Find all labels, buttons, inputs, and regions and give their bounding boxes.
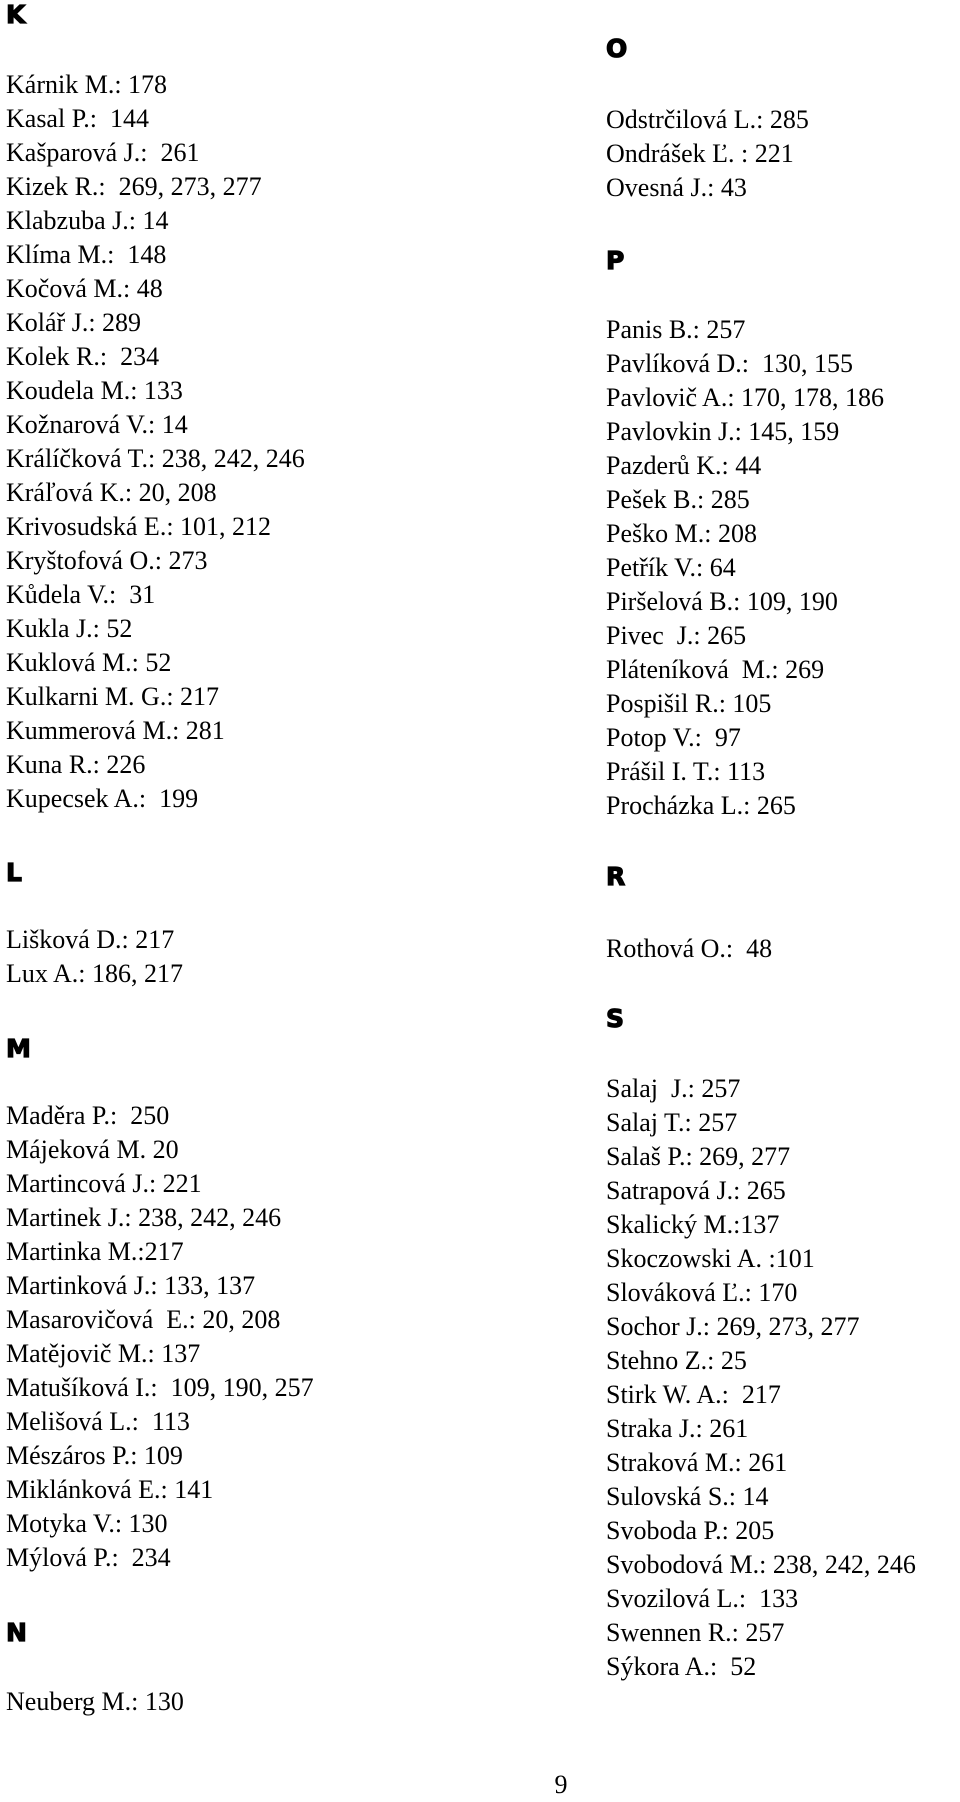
index-entry: Kuna R.: 226 (6, 750, 146, 779)
index-entry: Sýkora A.: 52 (606, 1652, 757, 1681)
index-entry: Potop V.: 97 (606, 723, 741, 752)
index-entry: Salaj T.: 257 (606, 1108, 738, 1137)
index-list-p (606, 313, 884, 823)
index-entry: Koudela M.: 133 (6, 376, 183, 405)
index-entry: Kašparová J.: 261 (6, 138, 200, 167)
index-entry: Svobodová M.: 238, 242, 246 (606, 1550, 916, 1579)
section-letter-k: K (6, 0, 26, 29)
index-entry: Kupecsek A.: 199 (6, 784, 199, 813)
index-entry: Králíčková T.: 238, 242, 246 (6, 444, 305, 473)
index-entry: Kolek R.: 234 (6, 342, 160, 371)
section-letter-s: S (606, 1004, 625, 1033)
index-entry: Procházka L.: 265 (606, 791, 796, 820)
index-entry: Kukla J.: 52 (6, 614, 133, 643)
index-entry: Krivosudská E.: 101, 212 (6, 512, 272, 541)
index-entry: Pavlovkin J.: 145, 159 (606, 417, 840, 446)
index-entry: Mészáros P.: 109 (6, 1441, 183, 1470)
index-entry: Svozilová L.: 133 (606, 1584, 799, 1613)
index-entry: Kárnik M.: 178 (6, 70, 168, 99)
index-entry: Pazderů K.: 44 (606, 451, 762, 480)
section-letter-n: N (6, 1618, 28, 1647)
index-entry: Kožnarová V.: 14 (6, 410, 188, 439)
index-entry: Stirk W. A.: 217 (606, 1380, 781, 1409)
index-entry: Kryštofová O.: 273 (6, 546, 208, 575)
index-entry: Skalický M.:137 (606, 1210, 780, 1239)
index-entry: Petřík V.: 64 (606, 553, 736, 582)
page-number: 9 (554, 1770, 568, 1799)
index-list-m (6, 1099, 314, 1575)
index-entry: Miklánková E.: 141 (6, 1475, 214, 1504)
index-entry: Májeková M. 20 (6, 1135, 179, 1164)
index-entry: Martinková J.: 133, 137 (6, 1271, 256, 1300)
index-entry: Pivec J.: 265 (606, 621, 747, 650)
index-entry: Mýlová P.: 234 (6, 1543, 171, 1572)
index-entry: Ondrášek Ľ. : 221 (606, 139, 794, 168)
index-entry: Rothová O.: 48 (606, 934, 773, 963)
index-entry: Melišová L.: 113 (6, 1407, 190, 1436)
section-letter-o: O (606, 34, 628, 63)
index-entry: Panis B.: 257 (606, 315, 746, 344)
index-entry: Klíma M.: 148 (6, 240, 167, 269)
index-entry: Klabzuba J.: 14 (6, 206, 169, 235)
index-entry: Pavlovič A.: 170, 178, 186 (606, 383, 885, 412)
index-entry: Kočová M.: 48 (6, 274, 163, 303)
index-list-l (6, 923, 183, 991)
index-entry: Lux A.: 186, 217 (6, 959, 183, 988)
index-entry: Kráľová K.: 20, 208 (6, 478, 217, 507)
index-entry: Peško M.: 208 (606, 519, 757, 548)
index-entry: Pospišil R.: 105 (606, 689, 772, 718)
index-list-r (606, 932, 772, 966)
section-letter-l: L (6, 858, 23, 887)
index-entry: Kuklová M.: 52 (6, 648, 172, 677)
index-entry: Kůdela V.: 31 (6, 580, 156, 609)
index-entry: Pláteníková M.: 269 (606, 655, 825, 684)
index-list-s (606, 1072, 916, 1684)
index-entry: Svoboda P.: 205 (606, 1516, 775, 1545)
index-entry: Prášil I. T.: 113 (606, 757, 766, 786)
index-entry: Sulovská S.: 14 (606, 1482, 769, 1511)
index-entry: Ovesná J.: 43 (606, 173, 747, 202)
index-entry: Odstrčilová L.: 285 (606, 105, 809, 134)
index-entry: Swennen R.: 257 (606, 1618, 785, 1647)
index-entry: Martinek J.: 238, 242, 246 (6, 1203, 282, 1232)
section-letter-p: P (606, 246, 625, 275)
index-entry: Straková M.: 261 (606, 1448, 788, 1477)
index-entry: Salaj J.: 257 (606, 1074, 741, 1103)
index-entry: Neuberg M.: 130 (6, 1687, 184, 1716)
index-entry: Matějovič M.: 137 (6, 1339, 201, 1368)
section-letter-m: M (6, 1034, 32, 1063)
index-entry: Masarovičová E.: 20, 208 (6, 1305, 281, 1334)
index-entry: Kizek R.: 269, 273, 277 (6, 172, 262, 201)
index-entry: Lišková D.: 217 (6, 925, 175, 954)
index-entry: Kummerová M.: 281 (6, 716, 225, 745)
index-entry: Kolář J.: 289 (6, 308, 142, 337)
index-entry: Piršelová B.: 109, 190 (606, 587, 838, 616)
index-entry: Matušíková I.: 109, 190, 257 (6, 1373, 314, 1402)
index-entry: Satrapová J.: 265 (606, 1176, 786, 1205)
index-entry: Kasal P.: 144 (6, 104, 149, 133)
index-entry: Kulkarni M. G.: 217 (6, 682, 220, 711)
index-entry: Maděra P.: 250 (6, 1101, 170, 1130)
index-entry: Straka J.: 261 (606, 1414, 749, 1443)
index-entry: Martinka M.:217 (6, 1237, 184, 1266)
index-entry: Martincová J.: 221 (6, 1169, 202, 1198)
index-entry: Skoczowski A. :101 (606, 1244, 815, 1273)
index-entry: Sochor J.: 269, 273, 277 (606, 1312, 860, 1341)
index-entry: Salaš P.: 269, 277 (606, 1142, 791, 1171)
index-entry: Slováková Ľ.: 170 (606, 1278, 798, 1307)
index-entry: Pavlíková D.: 130, 155 (606, 349, 853, 378)
index-list-o (606, 103, 809, 205)
index-entry: Stehno Z.: 25 (606, 1346, 747, 1375)
index-list-n (6, 1685, 184, 1719)
index-list-k (6, 68, 305, 816)
index-entry: Motyka V.: 130 (6, 1509, 168, 1538)
section-letter-r: R (606, 862, 626, 891)
index-entry: Pešek B.: 285 (606, 485, 750, 514)
